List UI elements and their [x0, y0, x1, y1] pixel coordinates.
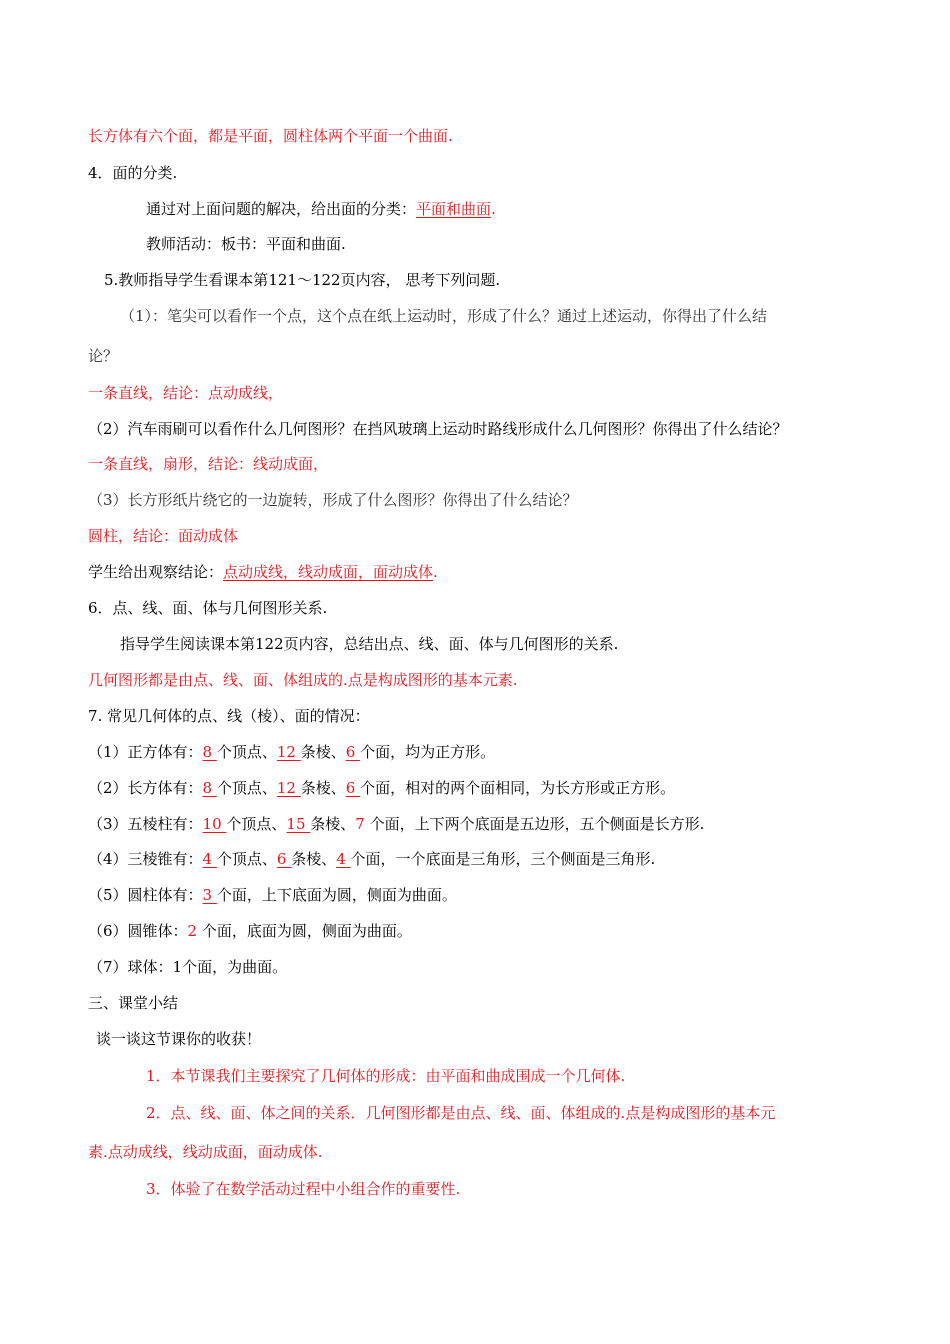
answer-1: 一条直线，结论：点动成线， [88, 384, 284, 402]
question-1: （1）：笔尖可以看作一个点，这个点在纸上运动时，形成了什么？通过上述运动，你得出了什么结 [120, 307, 768, 325]
heading-textbook-questions: 5.教师指导学生看课本第121～122页内容， 思考下列问题. [104, 271, 501, 289]
solid-sphere: （7）球体：1个面，为曲面。 [88, 958, 288, 976]
answer-blank: 平面和曲面 [416, 200, 492, 218]
question-3: （3）长方形纸片绕它的一边旋转，形成了什么图形？你得出了什么结论？ [88, 491, 578, 509]
question-1-cont: 论？ [88, 347, 119, 365]
heading-common-solids: 7. 常见几何体的点、线（棱）、面的情况： [88, 707, 370, 725]
solid-cube: （1）正方体有：8 个顶点、12 条棱、6 个面，均为正方形。 [88, 743, 496, 761]
text-line-summary-prompt: 谈一谈这节课你的收获！ [96, 1030, 262, 1048]
summary-point-2: 2．点、线、面、体之间的关系．几何图形都是由点、线、面、体组成的.点是构成图形的基本元 [146, 1104, 776, 1122]
solid-triangular-pyramid: （4）三棱锥有：4 个顶点、6 条棱、4 个面，一个底面是三角形，三个侧面是三角形. [88, 850, 656, 868]
answer-3: 圆柱，结论：面动成体 [88, 527, 239, 545]
summary-point-3: 3．体验了在数学活动过程中小组合作的重要性. [146, 1180, 461, 1198]
answer-blank: 点动成线，线动成面，面动成体 [223, 563, 434, 581]
text-line-student-conclusion: 学生给出观察结论：点动成线，线动成面，面动成体. [88, 563, 438, 581]
summary-point-1: 1．本节课我们主要探究了几何体的形成：由平面和曲成围成一个几何体. [146, 1067, 626, 1085]
text-line-reading-guide: 指导学生阅读课本第122页内容，总结出点、线、面、体与几何图形的关系. [120, 635, 619, 653]
text-line-cuboid-answer: 长方体有六个面，都是平面，圆柱体两个平面一个曲面. [88, 127, 453, 145]
solid-cuboid: （2）长方体有：8 个顶点、12 条棱、6 个面，相对的两个面相同，为长方形或正方形。 [88, 779, 676, 797]
heading-class-summary: 三、课堂小结 [88, 994, 179, 1012]
text-line-basic-elements: 几何图形都是由点、线、面、体组成的.点是构成图形的基本元素. [88, 671, 518, 689]
summary-point-2-cont: 素.点动成线，线动成面，面动成体. [88, 1143, 323, 1161]
solid-cone: （6）圆锥体：2 个面，底面为圆，侧面为曲面。 [88, 922, 412, 940]
text-line-face-classes: 通过对上面问题的解决，给出面的分类：平面和曲面. [146, 200, 496, 218]
solid-pentagonal-prism: （3）五棱柱有：10 个顶点、15 条棱、7 个面，上下两个底面是五边形，五个侧面是长方形. [88, 815, 705, 833]
question-2: （2）汽车雨刷可以看作什么几何图形？在挡风玻璃上运动时路线形成什么几何图形？你得出了什么结论？ [88, 420, 788, 438]
heading-face-classification: 4．面的分类. [88, 164, 178, 182]
heading-relation: 6．点、线、面、体与几何图形关系. [88, 599, 328, 617]
solid-cylinder: （5）圆柱体有：3 个面，上下底面为圆，侧面为曲面。 [88, 886, 457, 904]
answer-2: 一条直线，扇形，结论：线动成面， [88, 455, 329, 473]
text-line-teacher-activity: 教师活动：板书：平面和曲面. [146, 235, 346, 253]
